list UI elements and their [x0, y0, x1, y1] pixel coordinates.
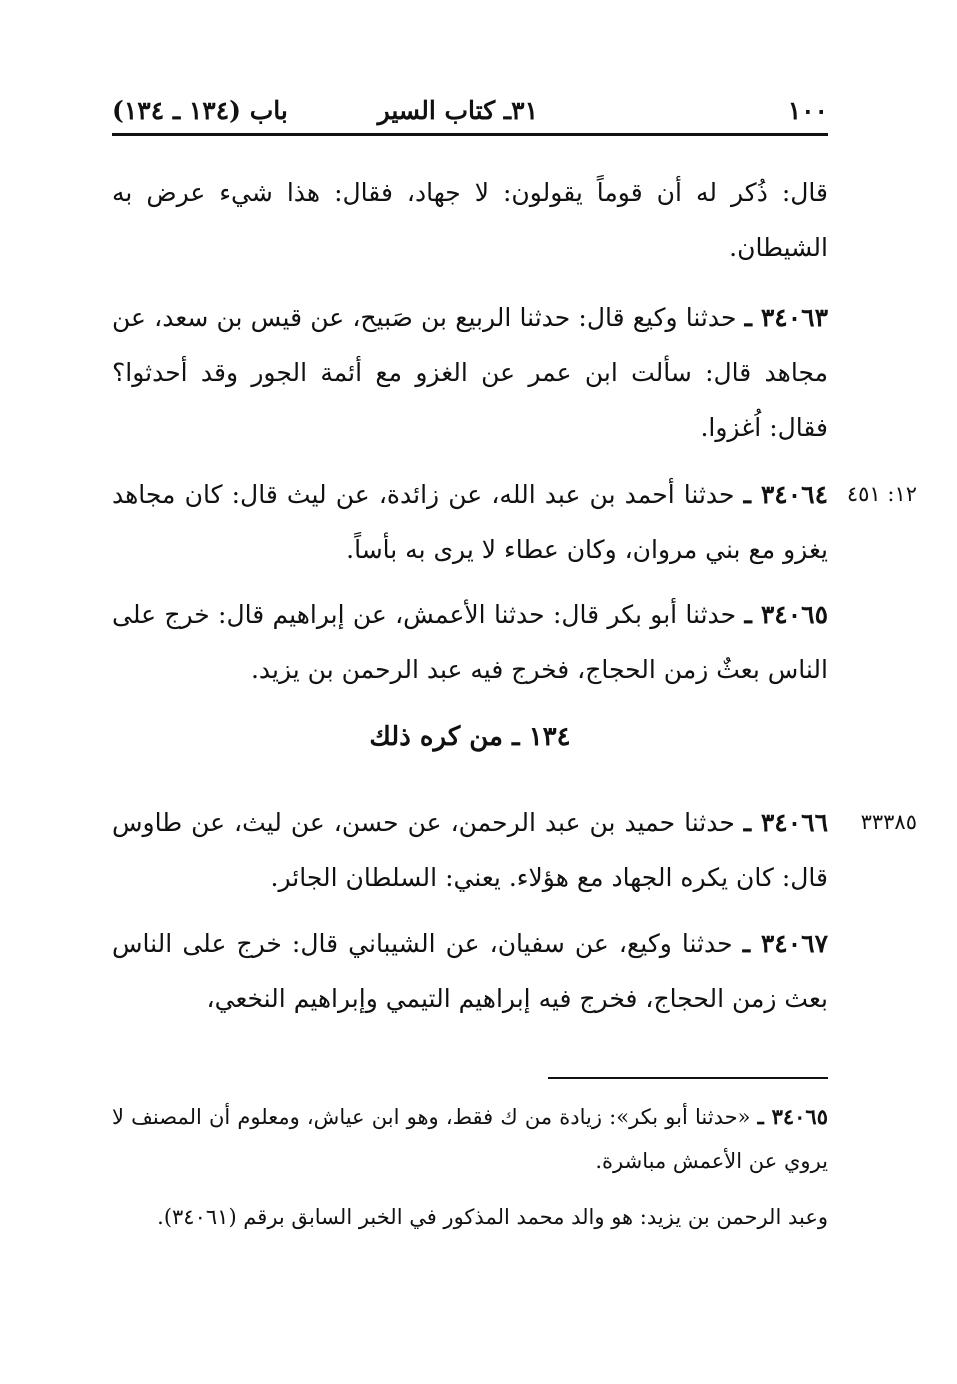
hadith-number: ٣٤٠٦٤ ـ: [743, 480, 828, 509]
hadith-text: حدثنا وكيع قال: حدثنا الربيع بن صَبيح، عن قيس بن سعد، عن مجاهد قال: سألت ابن عمر عن الغزو مع أئمة الجور وقد أحدثوا؟ فقال: اُغزوا.: [112, 303, 828, 442]
chapter-range: باب (١٣٤ ـ ١٣٤): [112, 96, 288, 125]
hadith-text: حدثنا وكيع، عن سفيان، عن الشيباني قال: خرج على الناس بعث زمن الحجاج، فخرج فيه إبراهيم التيمي وإبراهيم النخعي،: [112, 929, 828, 1013]
header-rule: [112, 133, 828, 136]
footnote-2: [112, 1195, 828, 1239]
margin-reference: ٣٣٣٨٥: [860, 810, 917, 834]
hadith-text: حدثنا أحمد بن عبد الله، عن زائدة، عن ليث قال: كان مجاهد يغزو مع بني مروان، وكان عطاء لا يرى به بأساً.: [112, 480, 828, 564]
hadith-34064: [112, 467, 828, 577]
hadith-34067: [112, 916, 828, 1026]
hadith-34063: [112, 290, 828, 455]
paragraph-continuation: [112, 165, 828, 275]
hadith-number: ٣٤٠٦٣ ـ: [744, 303, 829, 332]
footnote-rule: [548, 1077, 828, 1079]
paragraph-text: قال: ذُكر له أن قوماً يقولون: لا جهاد، فقال: هذا شيء عرض به الشيطان.: [112, 178, 828, 262]
book-title: ٣١ـ كتاب السير: [377, 96, 538, 125]
hadith-text: حدثنا حميد بن عبد الرحمن، عن حسن، عن ليث، عن طاوس قال: كان يكره الجهاد مع هؤلاء. يعني: السلطان الجائر.: [112, 808, 828, 892]
hadith-34065: [112, 587, 828, 697]
chapter-heading: ١٣٤ ـ من كره ذلك: [369, 722, 571, 752]
hadith-text: حدثنا أبو بكر قال: حدثنا الأعمش، عن إبراهيم قال: خرج على الناس بعثٌ زمن الحجاج، فخرج فيه عبد الرحمن بن يزيد.: [112, 600, 828, 684]
footnote-1: [112, 1095, 828, 1183]
footnote-text: وعبد الرحمن بن يزيد: هو والد محمد المذكور في الخبر السابق برقم (٣٤٠٦١).: [157, 1205, 828, 1229]
page-number: ١٠٠: [787, 96, 828, 125]
footnote-number: ٣٤٠٦٥ ـ: [757, 1104, 828, 1129]
hadith-number: ٣٤٠٦٧ ـ: [742, 929, 828, 958]
hadith-number: ٣٤٠٦٥ ـ: [744, 600, 828, 629]
margin-reference: ١٢: ٤٥١: [846, 482, 917, 506]
running-header: [112, 88, 828, 132]
hadith-34066: [112, 795, 828, 905]
footnote-text: «حدثنا أبو بكر»: زيادة من ك فقط، وهو ابن عياش، ومعلوم أن المصنف لا يروي عن الأعمش مباشرة.: [112, 1105, 828, 1173]
hadith-number: ٣٤٠٦٦ ـ: [743, 808, 829, 837]
